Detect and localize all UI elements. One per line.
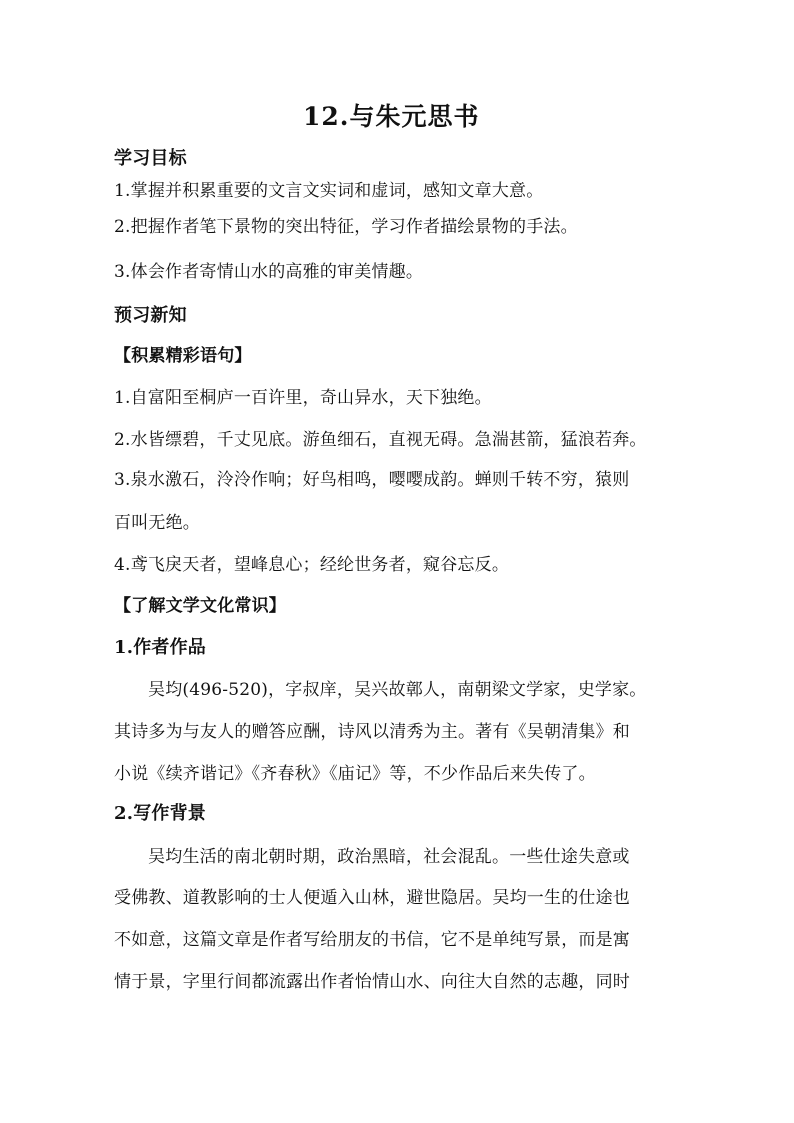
section-heading-objectives: 学习目标 <box>114 148 187 169</box>
subheading-author-works: 1.作者作品 <box>114 637 206 658</box>
subheading-background: 2.写作背景 <box>114 803 206 824</box>
background-paragraph-line: 吴均生活的南北朝时期，政治黑暗，社会混乱。一些仕途失意或 <box>148 847 630 867</box>
section-heading-preview: 预习新知 <box>114 305 187 326</box>
subheading-sentences: 【积累精彩语句】 <box>114 346 252 366</box>
sentence-item: 1.自富阳至桐庐一百许里，奇山异水，天下独绝。 <box>114 388 492 408</box>
author-paragraph-line: 吴均(496-520)，字叔庠，吴兴故鄣人，南朝梁文学家，史学家。 <box>148 680 647 700</box>
sentence-item-continued: 百叫无绝。 <box>114 513 200 533</box>
author-paragraph-line: 小说《续齐谐记》《齐春秋》《庙记》等，不少作品后来失传了。 <box>114 764 596 784</box>
background-paragraph-line: 受佛教、道教影响的士人便遁入山林，避世隐居。吴均一生的仕途也 <box>114 888 630 908</box>
sentence-item: 4.鸢飞戾天者，望峰息心；经纶世务者，窥谷忘反。 <box>114 555 510 575</box>
page-title: 12.与朱元思书 <box>303 102 480 131</box>
sentence-item: 3.泉水激石，泠泠作响；好鸟相鸣，嘤嘤成韵。蝉则千转不穷，猿则 <box>114 470 630 490</box>
objective-item: 1.掌握并积累重要的文言文实词和虚词，感知文章大意。 <box>114 181 544 201</box>
subheading-culture: 【了解文学文化常识】 <box>114 596 286 616</box>
sentence-item: 2.水皆缥碧，千丈见底。游鱼细石，直视无碍。急湍甚箭，猛浪若奔。 <box>114 430 647 450</box>
author-paragraph-line: 其诗多为与友人的赠答应酬，诗风以清秀为主。著有《吴朝清集》和 <box>114 722 630 742</box>
objective-item: 3.体会作者寄情山水的高雅的审美情趣。 <box>114 262 424 282</box>
background-paragraph-line: 情于景，字里行间都流露出作者怡情山水、向往大自然的志趣，同时 <box>114 972 630 992</box>
background-paragraph-line: 不如意，这篇文章是作者写给朋友的书信，它不是单纯写景，而是寓 <box>114 930 630 950</box>
objective-item: 2.把握作者笔下景物的突出特征，学习作者描绘景物的手法。 <box>114 217 578 237</box>
